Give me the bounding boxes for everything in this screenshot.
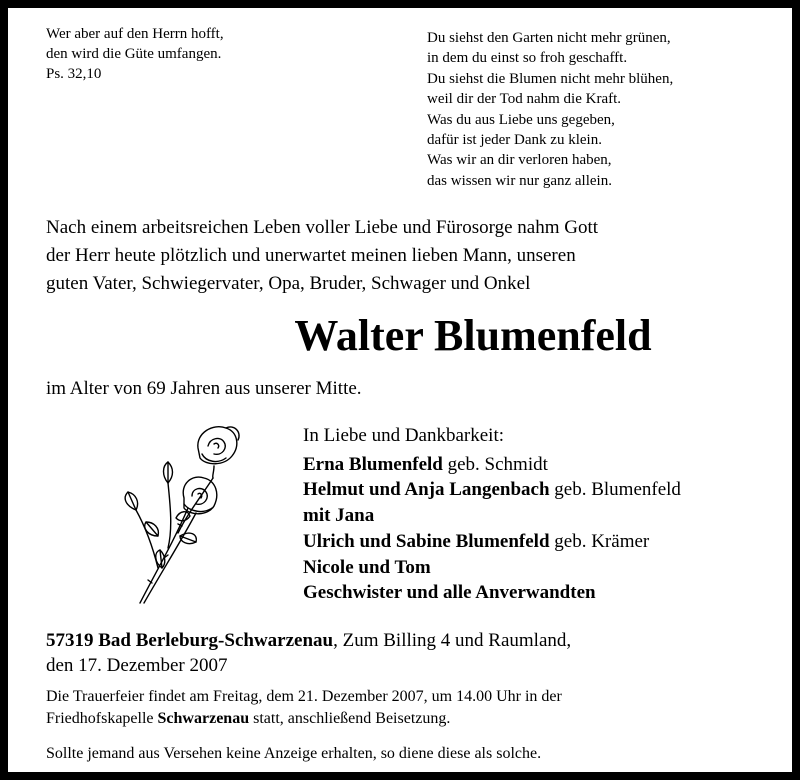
mourners-heading: In Liebe und Dankbarkeit:	[303, 425, 505, 446]
intro-line: guten Vater, Schwiegervater, Opa, Bruder, Schwager und Onkel	[46, 273, 531, 294]
poem-line: dafür ist jeder Dank zu klein.	[427, 132, 602, 149]
mourner-name: Geschwister und alle Anverwandten	[303, 582, 596, 604]
verse-reference: Ps. 32,10	[46, 66, 102, 82]
mourner-name: Ulrich und Sabine Blumenfeld	[303, 530, 550, 552]
bible-verse	[46, 24, 224, 84]
mourner-note: geb. Schmidt	[442, 453, 548, 475]
location-line	[46, 628, 571, 653]
mourner-name: Nicole und Tom	[303, 556, 431, 578]
mourner-entry	[303, 503, 681, 529]
poem-line: Was du aus Liebe uns gegeben,	[427, 111, 615, 128]
intro-line: der Herr heute plötzlich und unerwartet meinen lieben Mann, unseren	[46, 245, 576, 266]
service-text: statt, anschließend Beisetzung.	[249, 710, 451, 727]
mourner-note: geb. Blumenfeld	[549, 479, 681, 501]
poem-line: in dem du einst so froh geschafft.	[427, 50, 628, 67]
mourner-name: mit Jana	[303, 505, 375, 527]
poem-line: Du siehst den Garten nicht mehr grünen,	[427, 30, 671, 46]
mourners-list	[303, 423, 681, 606]
poem-line: Was wir an dir verloren haben,	[427, 152, 612, 169]
mourner-note: geb. Krämer	[549, 530, 650, 552]
intro-text	[46, 214, 598, 298]
mourner-entry	[303, 580, 681, 606]
verse-line: den wird die Güte umfangen.	[46, 46, 222, 62]
poem	[427, 28, 673, 191]
service-line: Die Trauerfeier findet am Freitag, dem 21. Dezember 2007, um 14.00 Uhr in der	[46, 688, 562, 705]
mourner-entry	[303, 529, 681, 555]
location-block	[46, 628, 571, 678]
poem-line: weil dir der Tod nahm die Kraft.	[427, 91, 622, 108]
rose-icon	[118, 418, 248, 608]
poem-line: Du siehst die Blumen nicht mehr blühen,	[427, 70, 674, 87]
mourner-entry	[303, 555, 681, 581]
location-place: 57319 Bad Berleburg-Schwarzenau	[46, 630, 334, 651]
mourner-entry	[303, 452, 681, 478]
service-text: Friedhofskapelle	[46, 710, 158, 727]
deceased-name: Walter Blumenfeld	[294, 311, 652, 360]
age-line: im Alter von 69 Jahren aus unserer Mitte.	[46, 378, 362, 399]
mourner-entry	[303, 477, 681, 503]
mourner-name: Helmut und Anja Langenbach	[303, 479, 550, 501]
poem-line: das wissen wir nur ganz allein.	[427, 172, 612, 189]
service-line	[46, 708, 562, 730]
verse-line: Wer aber auf den Herrn hofft,	[46, 26, 224, 42]
intro-line: Nach einem arbeitsreichen Leben voller Liebe und Fürosorge nahm Gott	[46, 217, 599, 238]
location-address: , Zum Billing 4 und Raumland,	[333, 630, 572, 651]
service-info	[46, 686, 562, 730]
service-place: Schwarzenau	[157, 710, 250, 727]
notice-date: den 17. Dezember 2007	[46, 655, 228, 676]
mourner-name: Erna Blumenfeld	[303, 453, 443, 475]
closing-note: Sollte jemand aus Versehen keine Anzeige erhalten, so diene diese als solche.	[46, 745, 542, 762]
